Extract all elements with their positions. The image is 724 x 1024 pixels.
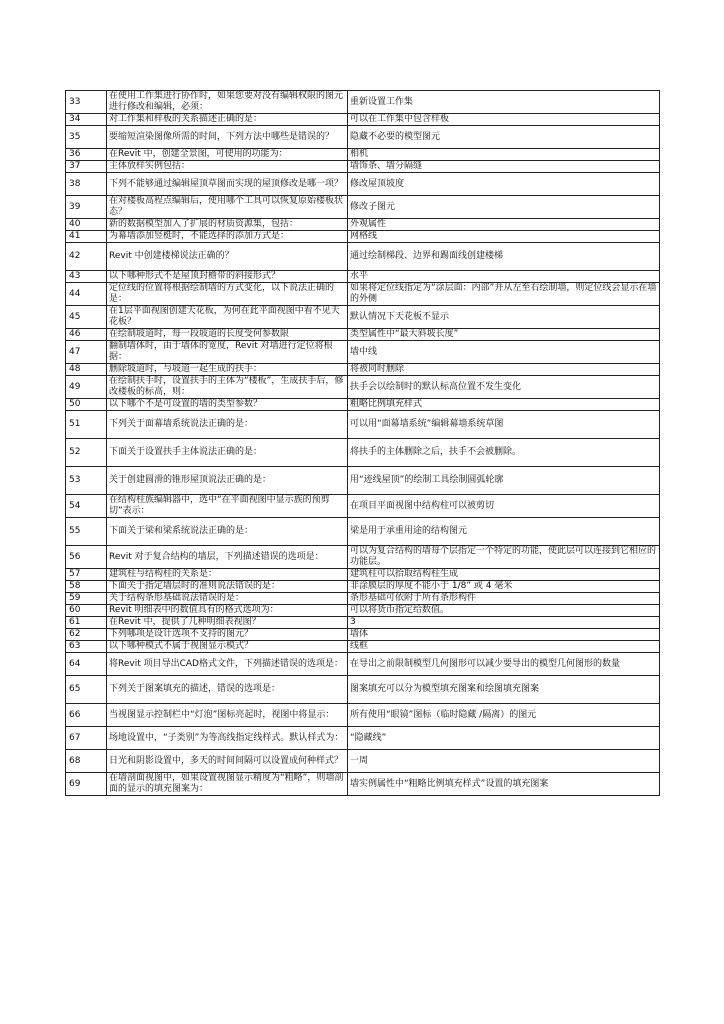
question-number: 64 (66, 653, 107, 676)
question-number: 58 (66, 581, 107, 593)
question-number: 61 (66, 617, 107, 629)
question-number: 42 (66, 243, 107, 271)
answer-text: 梁是用于承重用途的结构图元 (348, 518, 660, 546)
question-text: 要缩短渲染图像所需的时间，下列方法中哪些是错误的？ (107, 126, 348, 149)
answer-text: 外观属性 (348, 219, 660, 231)
table-row (66, 364, 660, 376)
question-number: 33 (66, 91, 107, 114)
table-row (66, 617, 660, 629)
table-row (66, 629, 660, 641)
question-text: 关于结构条形基础说法错误的是： (107, 593, 348, 605)
answer-text: 类型属性中“最大斜坡长度” (348, 329, 660, 341)
table-row (66, 439, 660, 467)
table-row (66, 329, 660, 341)
question-text: 当视图显示控制栏中“灯泡”图标亮起时，视图中将显示： (107, 704, 348, 727)
answer-text: 所有使用“眼镜”图标（临时隐藏 /隔离）的图元 (348, 704, 660, 727)
answer-text: 修改屋顶坡度 (348, 173, 660, 196)
question-number: 40 (66, 219, 107, 231)
question-text: 下面关于梁和梁系统说法正确的是： (107, 518, 348, 546)
question-text: 关于创建圆滑的锥形屋顶说法正确的是： (107, 467, 348, 495)
question-table-body (66, 91, 660, 796)
question-text: 在使用工作集进行协作时，如果您要对没有编辑权限的图元进行修改和编辑，必须： (107, 91, 348, 114)
answer-text: 在项目平面视图中结构柱可以被剪切 (348, 495, 660, 518)
table-row (66, 376, 660, 399)
answer-text: 网格线 (348, 231, 660, 243)
table-row (66, 518, 660, 546)
question-number: 41 (66, 231, 107, 243)
question-text: 场地设置中，“子类别”为等高线指定线样式。默认样式为： (107, 727, 348, 750)
table-row (66, 161, 660, 173)
answer-text: 条形基础可依附于所有条形构件 (348, 593, 660, 605)
question-number: 46 (66, 329, 107, 341)
answer-text: 线框 (348, 641, 660, 653)
answer-text: 重新设置工作集 (348, 91, 660, 114)
answer-text: 墙饰条、墙分隔缝 (348, 161, 660, 173)
question-text: 新的数据模型加入了扩展的材质资源集，包括： (107, 219, 348, 231)
question-text: 下列关于面幕墙系统说法正确的是： (107, 411, 348, 439)
question-number: 47 (66, 341, 107, 364)
table-row (66, 411, 660, 439)
question-number: 69 (66, 773, 107, 796)
answer-text: 非涂膜层的厚度不能小于 1/8” 或 4 毫米 (348, 581, 660, 593)
question-text: Revit 明细表中的数值具有的格式选项为： (107, 605, 348, 617)
answer-text: 通过绘制梯段、边界和踢面线创建楼梯 (348, 243, 660, 271)
table-row (66, 173, 660, 196)
question-text: 在结构柱族编辑器中，选中“在平面视图中显示族的预剪切”表示： (107, 495, 348, 518)
table-row (66, 219, 660, 231)
answer-text: 可以用“面幕墙系统”编辑幕墙系统草图 (348, 411, 660, 439)
question-text: Revit 中创建楼梯说法正确的？ (107, 243, 348, 271)
question-number: 38 (66, 173, 107, 196)
question-text: Revit 对于复合结构的墙层，下列描述错误的选项是： (107, 546, 348, 569)
question-number: 36 (66, 149, 107, 161)
table-row (66, 605, 660, 617)
question-text: 下列不能够通过编辑屋顶草图而实现的屋顶修改是哪一项？ (107, 173, 348, 196)
question-number: 56 (66, 546, 107, 569)
table-row (66, 91, 660, 114)
question-text: 以下哪种模式不属于视图显示模式？ (107, 641, 348, 653)
table-row (66, 546, 660, 569)
table-row (66, 495, 660, 518)
table-row (66, 704, 660, 727)
question-text: 在绘制坡道时，每一段坡道的长度受何参数限 (107, 329, 348, 341)
table-row (66, 399, 660, 411)
answer-text: 修改子图元 (348, 196, 660, 219)
answer-text: 用“迹线屋顶”的绘制工具绘制圆弧轮廓 (348, 467, 660, 495)
question-number: 34 (66, 114, 107, 126)
answer-text: 如果将定位线指定为“涂层面：内部”并从左至右绘制墙，则定位线会显示在墙的外侧 (348, 283, 660, 306)
question-text: 在Revit 中，提供了几种明细表视图？ (107, 617, 348, 629)
question-text: 删除坡道时，与坡道一起生成的扶手： (107, 364, 348, 376)
question-number: 45 (66, 306, 107, 329)
answer-text: 相机 (348, 149, 660, 161)
table-row (66, 676, 660, 704)
table-row (66, 593, 660, 605)
question-text: 在1层平面视图创建天花板，为何在此平面视图中看不见天花板？ (107, 306, 348, 329)
table-row (66, 641, 660, 653)
question-number: 54 (66, 495, 107, 518)
question-number: 48 (66, 364, 107, 376)
answer-text: 可以为复合结构的墙每个层指定一个特定的功能，使此层可以连接到它相应的功能层。 (348, 546, 660, 569)
table-row (66, 114, 660, 126)
question-text: 以下哪种形式不是屋顶封檐带的斜接形式？ (107, 271, 348, 283)
question-number: 52 (66, 439, 107, 467)
answer-text: 默认情况下天花板不显示 (348, 306, 660, 329)
answer-text: 墙实例属性中“粗略比例填充样式”设置的填充图案 (348, 773, 660, 796)
question-number: 55 (66, 518, 107, 546)
question-number: 49 (66, 376, 107, 399)
question-text: 翻制墙体时，由于墙体的宽度，Revit 对墙进行定位将根据： (107, 341, 348, 364)
question-number: 50 (66, 399, 107, 411)
question-text: 在Revit 中，创建全景图，可使用的功能为： (107, 149, 348, 161)
question-number: 44 (66, 283, 107, 306)
table-row (66, 126, 660, 149)
question-number: 43 (66, 271, 107, 283)
answer-text: 在导出之前限制模型几何图形可以减少要导出的模型几何图形的数量 (348, 653, 660, 676)
question-number: 51 (66, 411, 107, 439)
question-text: 下列关于图案填充的描述，错误的选项是： (107, 676, 348, 704)
question-text: 日光和阴影设置中，多天的时间间隔可以设置成何种样式？ (107, 750, 348, 773)
question-number: 53 (66, 467, 107, 495)
table-row (66, 581, 660, 593)
table-row (66, 196, 660, 219)
answer-text: 隐藏不必要的模型图元 (348, 126, 660, 149)
table-row (66, 243, 660, 271)
question-text: 以下哪个不是可设置的墙的类型参数？ (107, 399, 348, 411)
table-row (66, 271, 660, 283)
table-row (66, 283, 660, 306)
question-number: 60 (66, 605, 107, 617)
answer-text: 水平 (348, 271, 660, 283)
table-row (66, 773, 660, 796)
question-number: 66 (66, 704, 107, 727)
table-row (66, 231, 660, 243)
table-row (66, 653, 660, 676)
question-number: 39 (66, 196, 107, 219)
answer-text: “隐藏线” (348, 727, 660, 750)
question-text: 在绘制扶手时，设置扶手的主体为“楼板”，生成扶手后，修改楼板的标高，则： (107, 376, 348, 399)
answer-text: 一周 (348, 750, 660, 773)
answer-text: 可以将货币指定给数值。 (348, 605, 660, 617)
question-text: 在对楼板高程点编辑后，使用哪个工具可以恢复原始楼板状态？ (107, 196, 348, 219)
question-number: 37 (66, 161, 107, 173)
question-text: 下面关于指定墙层时的准则说法错误的是： (107, 581, 348, 593)
answer-text: 扶手会以绘制时的默认标高位置不发生变化 (348, 376, 660, 399)
answer-text: 墙体 (348, 629, 660, 641)
question-text: 为幕墙添加竖梃时，不能选择的添加方式是： (107, 231, 348, 243)
table-row (66, 467, 660, 495)
question-number: 57 (66, 569, 107, 581)
answer-text: 将被同时删除 (348, 364, 660, 376)
question-text: 下面关于设置扶手主体说法正确的是： (107, 439, 348, 467)
question-number: 68 (66, 750, 107, 773)
table-row (66, 306, 660, 329)
answer-text: 3 (348, 617, 660, 629)
question-text: 将Revit 项目导出CAD格式文件，下列描述错误的选项是： (107, 653, 348, 676)
answer-text: 粗略比例填充样式 (348, 399, 660, 411)
question-text: 下列哪项是设计选项不支持的图元？ (107, 629, 348, 641)
question-number: 63 (66, 641, 107, 653)
question-text: 定位线的位置将根据绘制墙的方式变化，以下说法正确的是： (107, 283, 348, 306)
question-text: 在墙剖面视图中，如果设置视图显示精度为“粗略”，则墙剖面的显示的填充图案为： (107, 773, 348, 796)
question-text: 主体放样实例包括： (107, 161, 348, 173)
table-row (66, 750, 660, 773)
table-row (66, 341, 660, 364)
table-row (66, 727, 660, 750)
question-number: 67 (66, 727, 107, 750)
question-text: 建筑柱与结构柱的关系是： (107, 569, 348, 581)
question-number: 59 (66, 593, 107, 605)
answer-text: 可以在工作集中包含样板 (348, 114, 660, 126)
answer-text: 图案填充可以分为模型填充图案和绘图填充图案 (348, 676, 660, 704)
question-text: 对工作集和样板的关系描述正确的是： (107, 114, 348, 126)
table-row (66, 149, 660, 161)
table-row (66, 569, 660, 581)
question-number: 65 (66, 676, 107, 704)
answer-text: 墙中线 (348, 341, 660, 364)
question-number: 62 (66, 629, 107, 641)
answer-text: 将扶手的主体删除之后，扶手不会被删除。 (348, 439, 660, 467)
question-table (65, 90, 660, 796)
question-answer-sheet (65, 90, 659, 796)
question-number: 35 (66, 126, 107, 149)
answer-text: 建筑柱可以拾取结构柱生成 (348, 569, 660, 581)
